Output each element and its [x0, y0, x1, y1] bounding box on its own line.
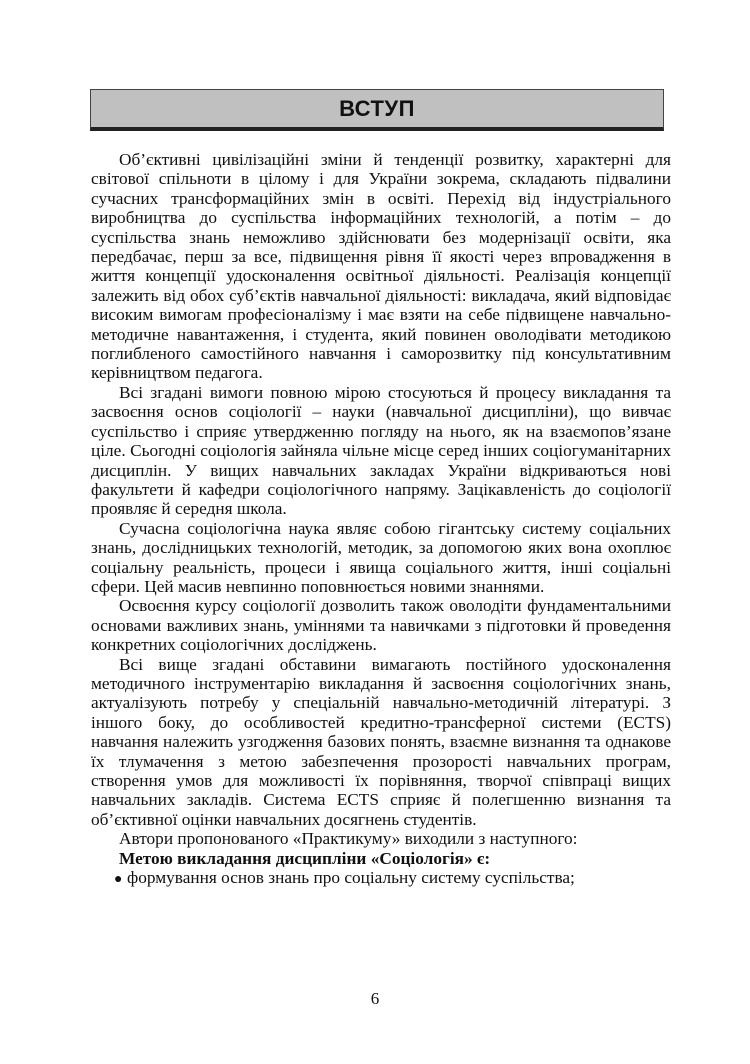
body-text: [91, 150, 671, 889]
paragraph-2: Всі згадані вимоги повною мірою стосуються й процесу викладання та засвоєння основ соціології – науки (навчальної дисципліни), що вивчає суспільство і сприяє утвердженню погляду на нього, як на взаємопов’язане ціле. Сьогодні соціологія зайняла чільне місце серед інших соціогуманітарних дисциплін. У вищих навчальних закладах України відкриваються нові факультети й кафедри соціологічного напряму. Зацікавленість до соціології проявляє й середня школа.: [91, 382, 671, 519]
section-heading: ВСТУП: [339, 95, 415, 121]
paragraph-4: Освоєння курсу соціології дозволить також оволодіти фундаментальними основами важливих знань, уміннями та навичками з підготовки й проведення конкретних соціологічних досліджень.: [91, 596, 671, 655]
paragraph-5: Всі вище згадані обставини вимагають постійного удосконалення методичного інструментарію викладання й засвоєння соціологічних знань, актуалізують потребу у спеціальній навчально-методичній літературі. З іншого боку, до особливостей кредитно-трансферної системи (ECTS) навчання належить узгодження базових понять, взаємне визнання та однакове їх тлумачення з метою забезпечення прозорості навчальних програм, створення умов для можливості їх порівняння, творчої співпраці вищих навчальних закладів. Система ECTS сприяє й полегшенню визнання та об’єктивної оцінки навчальних досягнень студентів.: [91, 654, 671, 829]
page-number: 6: [370, 989, 380, 1008]
goal-heading: Метою викладання дисципліни «Соціологія» є:: [119, 848, 491, 868]
paragraph-1: Об’єктивні цивілізаційні зміни й тенденції розвитку, характерні для світової спільноти в цілому і для України зокрема, складають підвалини сучасних трансформаційних змін в освіті. Перехід від індустріального виробництва до суспільства інформаційних технологій, а потім – до суспільства знань неможливо здійснювати без модернізації освіти, яка передбачає, перш за все, підвищення рівня її якості через впровадження в життя концепції удосконалення освітньої діяльності. Реалізація концепції залежить від обох суб’єктів навчальної діяльності: викладача, який відповідає високим вимогам професіоналізму і має взяти на себе підвищене навчально-методичне навантаження, і студента, який повинен оволодівати методикою поглибленого самостійного навчання і саморозвитку під консультативним керівництвом педагога.: [91, 150, 671, 383]
bullet-item: [91, 868, 671, 889]
bullet-text: формування основ знань про соціальну систему суспільства;: [127, 868, 575, 888]
paragraph-3: Сучасна соціологічна наука являє собою гігантську систему соціальних знань, дослідницьких технологій, методик, за допомогою яких вона охоплює соціальну реальність, процеси і явища соціального життя, інші соціальні сфери. Цей масив невпинно поповнюється новими знаннями.: [91, 518, 671, 596]
bullet-icon: ●: [114, 872, 123, 888]
section-heading-box: [90, 89, 664, 131]
paragraph-6: Автори пропонованого «Практикуму» виходили з наступного:: [119, 829, 578, 849]
